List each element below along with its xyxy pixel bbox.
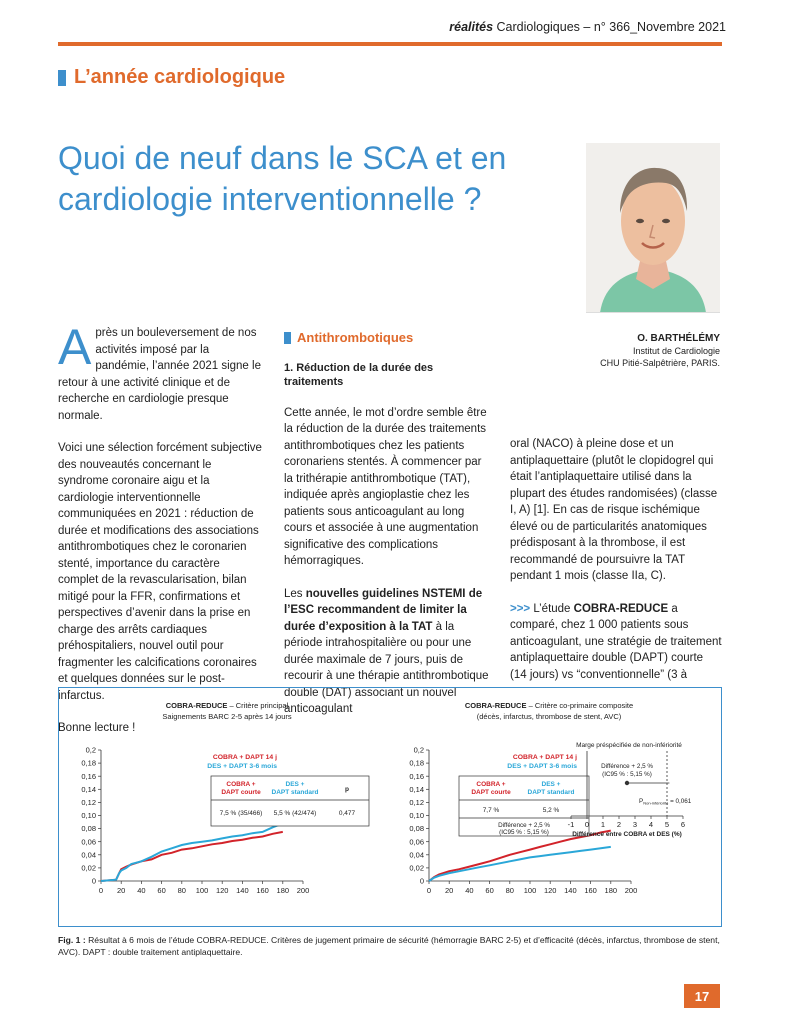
chart1-table-value: 7,5 % (35/466) (219, 810, 263, 817)
chart1-table-h2-line2: DAPT standard (271, 789, 319, 796)
chart1-y-tick-label: 0,12 (81, 798, 96, 807)
inset-tick-label: -1 (567, 820, 575, 829)
running-header (449, 20, 726, 34)
intro-paragraph (58, 319, 263, 424)
inset-p-value (639, 798, 692, 806)
figure-caption (58, 934, 722, 958)
chart1-table-h3: p (345, 786, 349, 793)
inset-tick-label: 5 (664, 820, 670, 829)
chart2-y-tick-label: 0,10 (409, 811, 424, 821)
inset-tick-label: 0 (584, 820, 590, 829)
author-portrait-illustration (586, 143, 720, 313)
chart1-x-tick-label: 180 (276, 886, 290, 895)
chart2-x-tick-label: 200 (624, 886, 638, 895)
chart1-table-h1-line2: DAPT courte (221, 789, 261, 796)
journal-issue: Cardiologiques – n° 366_Novembre 2021 (496, 20, 726, 34)
chart1-table-value: 5,5 % (42/474) (273, 810, 317, 817)
chart2-x-tick-label: 100 (523, 886, 537, 895)
inset-tick-label: 1 (600, 820, 606, 829)
chart1-x-tick-label: 200 (296, 886, 310, 895)
arrows-marker: >>> (510, 602, 531, 615)
chart2-y-tick-label: 0,06 (409, 837, 424, 847)
chart1-title-rest: – Critère principal (227, 701, 289, 710)
figure-1 (58, 687, 722, 927)
inset-tick-label: 3 (632, 820, 638, 829)
chart2-title (465, 701, 633, 710)
inset-tick-label: 4 (648, 820, 654, 829)
intro-text: près un bouleversement de nos activités imposé par la pandémie, l’année 2021 signe le retour à une activité clinique et de recherche en cardiologie presque normale. (58, 327, 261, 422)
inset-xlabel: Différence entre COBRA et DES (%) (572, 831, 682, 838)
chart2-y-tick-label: 0,08 (409, 824, 424, 834)
dropcap: A (58, 319, 92, 375)
journal-brand: réalités (449, 20, 494, 34)
figure-charts (59, 688, 723, 928)
chart2-legend-des: DES + DAPT 3-6 mois (507, 763, 577, 770)
chart1-y-tick-label: 0,08 (81, 824, 96, 834)
caption-lead: Fig. 1 : (58, 935, 86, 945)
chart1-subtitle: Saignements BARC 2-5 après 14 jours (162, 712, 292, 721)
chart2-table-diff-1: Différence + 2,5 % (498, 822, 550, 829)
chart1-legend-cobra: COBRA + DAPT 14 j (212, 754, 277, 761)
chart2-table-diff-2: (IC95 % : 5,15 %) (499, 829, 549, 836)
chart1-x-tick-label: 60 (157, 886, 166, 895)
subsection-label (284, 330, 492, 347)
section-label-text: L’année cardiologique (74, 66, 286, 88)
chart2-x-tick-label: 60 (485, 886, 494, 895)
chart1-x-tick-label: 80 (177, 886, 186, 895)
chart1-x-tick-label: 140 (236, 886, 249, 895)
chart2-y-tick-label: 0,16 (409, 771, 424, 781)
author-name: O. BARTHÉLÉMY (637, 333, 720, 344)
chart1-y-tick-label: 0,2 (85, 745, 96, 755)
chart1-y-tick-label: 0,04 (81, 850, 96, 860)
chart2-table-h2-line2: DAPT standard (527, 789, 575, 796)
chart1-series-1-line (101, 832, 283, 881)
page-number: 17 (684, 984, 720, 1008)
chart2-legend-cobra: COBRA + DAPT 14 j (512, 754, 577, 761)
inset-tick-label: 6 (680, 820, 686, 829)
header-rule (58, 42, 722, 46)
chart1-y-tick-label: 0,06 (81, 837, 96, 847)
chart2-y-tick-label: 0,02 (409, 863, 424, 873)
chart1-table-value: 0,477 (338, 810, 356, 817)
chart2-y-tick-label: 0,04 (409, 850, 424, 860)
chart1-x-tick-label: 0 (98, 886, 104, 895)
chart2-table-value: 7,7 % (482, 807, 500, 814)
chart2-y-tick-label: 0,18 (409, 758, 424, 768)
article-title: Quoi de neuf dans le SCA et en cardiologie interventionnelle ? (58, 140, 507, 217)
subheading: 1. Réduction de la durée des traitements (284, 361, 434, 388)
chart1-title (166, 701, 289, 710)
inset-tick-label: 2 (616, 820, 622, 829)
chart1-x-tick-label: 20 (117, 886, 126, 895)
chart1-y-tick-label: 0,16 (81, 771, 96, 781)
column-3 (510, 436, 722, 699)
chart1-series-2-line (101, 823, 283, 881)
subsection-square-icon (284, 332, 291, 344)
chart2-table-value: 5,2 % (542, 807, 560, 814)
chart2-y-tick-label: 0,14 (409, 784, 424, 794)
chart2-x-tick-label: 140 (564, 886, 577, 895)
chart2-table-h1-line2: DAPT courte (471, 789, 511, 796)
inset-diff-1: Différence + 2,5 % (601, 763, 653, 770)
inset-diff-2: (IC95 % : 5,15 %) (602, 771, 652, 778)
chart2-series-1-line (429, 831, 611, 881)
inset-title: Marge préspécifiée de non-infériorité (576, 742, 682, 749)
author-block (600, 333, 720, 369)
col3-p2-bold: COBRA-REDUCE (573, 602, 669, 615)
col3-p2-end: a comparé, chez 1 000 patients sous anticoagulant, une stratégie de traitement antiplaquettaire double (DAPT) courte (14 jours) vs “conventionnelle” (3 à (510, 602, 722, 681)
author-affiliation-1: Institut de Cardiologie (632, 346, 720, 356)
chart2-x-tick-label: 160 (584, 886, 597, 895)
chart1-title-bold: COBRA-REDUCE (165, 701, 228, 710)
author-portrait (586, 143, 720, 313)
chart2-x-tick-label: 120 (543, 886, 557, 895)
chart2-subtitle: (décès, infarctus, thrombose de stent, AVC) (476, 712, 622, 721)
chart1-legend-des: DES + DAPT 3-6 mois (207, 763, 277, 770)
inset-estimate-point (625, 781, 629, 785)
col3-p2-start: L’étude (530, 602, 574, 615)
section-label (58, 66, 285, 89)
chart2-x-tick-label: 80 (505, 886, 514, 895)
chart2-x-tick-label: 0 (426, 886, 432, 895)
chart2-y-tick-label: 0 (419, 876, 424, 886)
col2-p2-start: Les (284, 587, 306, 600)
inset-p-label: P (639, 798, 644, 805)
col2-p2-end: à la période intrahospitalière ou pour une durée maximale de 7 jours, puis de recourir à une thérapie antithrombotique double (DAT) associant un nouvel anticoagulant (284, 620, 489, 715)
col3-paragraph-1: oral (NACO) à pleine dose et un antiplaquettaire (plutôt le clopidogrel qui était l’antiplaquettaire utilisé dans la plupart des études randomisées) (classe I, A) [1]. En cas de risque ischémique élevé ou de particularités anatomiques prédisposant à la thrombose, il est recommandé de poursuivre la TAT pendant 1 mois (classe IIa, C). (510, 438, 718, 582)
chart2-table-h1-line1: COBRA + (476, 781, 506, 788)
chart2-title-rest: – Critère co-primaire composite (526, 701, 634, 710)
chart2-x-tick-label: 40 (465, 886, 474, 895)
chart2-y-tick-label: 0,2 (413, 745, 424, 755)
caption-text: Résultat à 6 mois de l’étude COBRA-REDUCE. Critères de jugement primaire de sécurité (hémorragie BARC 2-5) et d’efficacité (décès, infarctus, thrombose de stent, AVC). DAPT : double traitement antiplaquettaire. (58, 935, 720, 957)
chart2-x-tick-label: 180 (604, 886, 618, 895)
chart1-y-tick-label: 0,10 (81, 811, 96, 821)
chart1-table-h2-line1: DES + (285, 781, 305, 788)
chart1-y-tick-label: 0,14 (81, 784, 96, 794)
col2-p2-bold: nouvelles guidelines NSTEMI de l’ESC recommandent de limiter la durée d’exposition à la TAT (284, 587, 483, 633)
chart2-table-h2-line1: DES + (541, 781, 561, 788)
chart1-x-tick-label: 40 (137, 886, 146, 895)
chart2-title-bold: COBRA-REDUCE (464, 701, 527, 710)
chart2-x-tick-label: 20 (445, 886, 454, 895)
chart1-y-tick-label: 0,02 (81, 863, 96, 873)
chart1-x-tick-label: 120 (215, 886, 229, 895)
chart1-x-tick-label: 160 (256, 886, 269, 895)
chart1-table-h1-line1: COBRA + (226, 781, 256, 788)
summary-paragraph: Voici une sélection forcément subjective des nouveautés concernant le syndrome coronaire aigu et la cardiologie interventionnelle communiquées en 2021 : réduction de durée et modifications des associations antithrombotiques chez le coronarien stenté, importance du caractère complet de la revascularisation, bilan mitigé pour la FFR, confirmations et perspectives d’avenir dans la prise en charge des arrêts cardiaques préhospitaliers, nouvel outil pour fragmenter les calcifications coronaires et quelques données sur le post-infarctus. (58, 442, 262, 702)
chart1-x-tick-label: 100 (195, 886, 209, 895)
subsection-label-text: Antithrombotiques (297, 330, 414, 345)
column-2 (284, 330, 492, 734)
inset-p-subscript: Non-infériorité (643, 800, 669, 806)
section-square-icon (58, 70, 66, 86)
col3-paragraph-2 (510, 601, 722, 684)
inset-p-number: = 0,061 (668, 798, 692, 805)
author-affiliation-2: CHU Pitié-Salpêtrière, PARIS. (600, 358, 720, 368)
chart1-y-tick-label: 0 (91, 876, 96, 886)
chart1-y-tick-label: 0,18 (81, 758, 96, 768)
chart2-y-tick-label: 0,12 (409, 798, 424, 807)
col2-paragraph-1: Cette année, le mot d’ordre semble être la réduction de la durée des traitements antithrombotiques chez les patients coronariens stentés. À commencer par la trithérapie antithrombotique (TAT), indiquée après angioplastie chez les patients sous anticoagulant au long cours et associée à une augmentation significative des complications hémorragiques. (284, 406, 487, 567)
closing-paragraph: Bonne lecture ! (58, 722, 136, 734)
